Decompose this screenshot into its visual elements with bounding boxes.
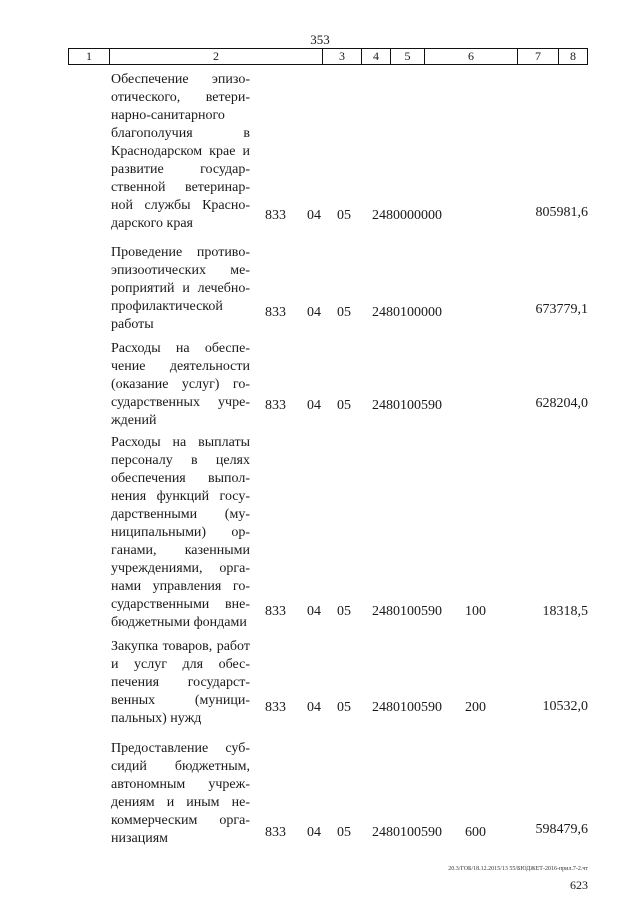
row-4-c5: 05 (337, 604, 351, 619)
footer-document-code: 20.3/ГОБ/18.12.2015/13 55/БЮДЖЕТ-2016-прил.7-2.чт (448, 866, 588, 872)
row-4-c8: 18318,5 (542, 604, 588, 619)
row-4-c7: 100 (465, 604, 486, 619)
row-1-c5: 05 (337, 208, 351, 223)
row-3-name: Расходы на обеспечение деятельности (оказание услуг) государственных учреждений (111, 341, 250, 428)
row-2-c3: 833 (265, 305, 286, 320)
header-col-8: 8 (570, 49, 576, 63)
header-col-7: 7 (535, 49, 541, 63)
row-1-c8: 805981,6 (535, 205, 588, 220)
row-3-c6: 2480100590 (372, 398, 442, 413)
row-6-c7: 600 (465, 825, 486, 840)
header-col-6: 6 (468, 49, 474, 63)
header-col-4: 4 (373, 49, 379, 63)
row-4-c3: 833 (265, 604, 286, 619)
row-2-c8: 673779,1 (535, 302, 588, 317)
row-5-c4: 04 (307, 700, 321, 715)
row-3-c3: 833 (265, 398, 286, 413)
row-6-name: Предоставление субсидий бюджетным, автономным учреждениям и иным некоммерческим организациям (111, 741, 250, 846)
row-5-name: Закупка товаров, работ и услуг для обеспечения государственных (муниципальных) нужд (111, 639, 250, 726)
row-3-c8: 628204,0 (535, 396, 588, 411)
row-2-c5: 05 (337, 305, 351, 320)
header-col-5: 5 (404, 49, 411, 63)
row-4-c4: 04 (307, 604, 321, 619)
header-col-1: 1 (86, 49, 92, 63)
page-number-bottom: 623 (570, 878, 588, 892)
row-5-c5: 05 (337, 700, 351, 715)
header-col-2: 2 (213, 49, 219, 63)
row-2-c6: 2480100000 (372, 305, 442, 320)
header-col-3: 3 (339, 49, 345, 63)
row-6-c6: 2480100590 (372, 825, 442, 840)
row-3-c4: 04 (307, 398, 321, 413)
page-number-top: 353 (310, 32, 330, 47)
row-2-c4: 04 (307, 305, 321, 320)
row-4-name: Расходы на выплаты персоналу в целях обеспечения выполнения функций государственными (муниципальными) органами, казенными учреждениями, органами управления государственными внебюджетными фондами (111, 435, 250, 630)
row-1-c3: 833 (265, 208, 286, 223)
row-5-c3: 833 (265, 700, 286, 715)
row-6-c8: 598479,6 (535, 822, 588, 837)
row-6-c3: 833 (265, 825, 286, 840)
row-3-c5: 05 (337, 398, 351, 413)
row-5-c7: 200 (465, 700, 486, 715)
table-header-row (68, 48, 588, 65)
row-1-c4: 04 (307, 208, 321, 223)
row-1-name: Обеспечение эпизоотического, ветеринарно-санитарного благополучия в Краснодарском крае и развитие государственной ветеринарной службы Краснодарского края (111, 72, 250, 231)
row-1-c6: 2480000000 (372, 208, 442, 223)
row-6-c4: 04 (307, 825, 321, 840)
row-5-c6: 2480100590 (372, 700, 442, 715)
row-5-c8: 10532,0 (542, 699, 588, 714)
row-4-c6: 2480100590 (372, 604, 442, 619)
row-6-c5: 05 (337, 825, 351, 840)
row-2-name: Проведение противоэпизоотических мероприятий и лечебно-профилактической работы (111, 245, 250, 332)
